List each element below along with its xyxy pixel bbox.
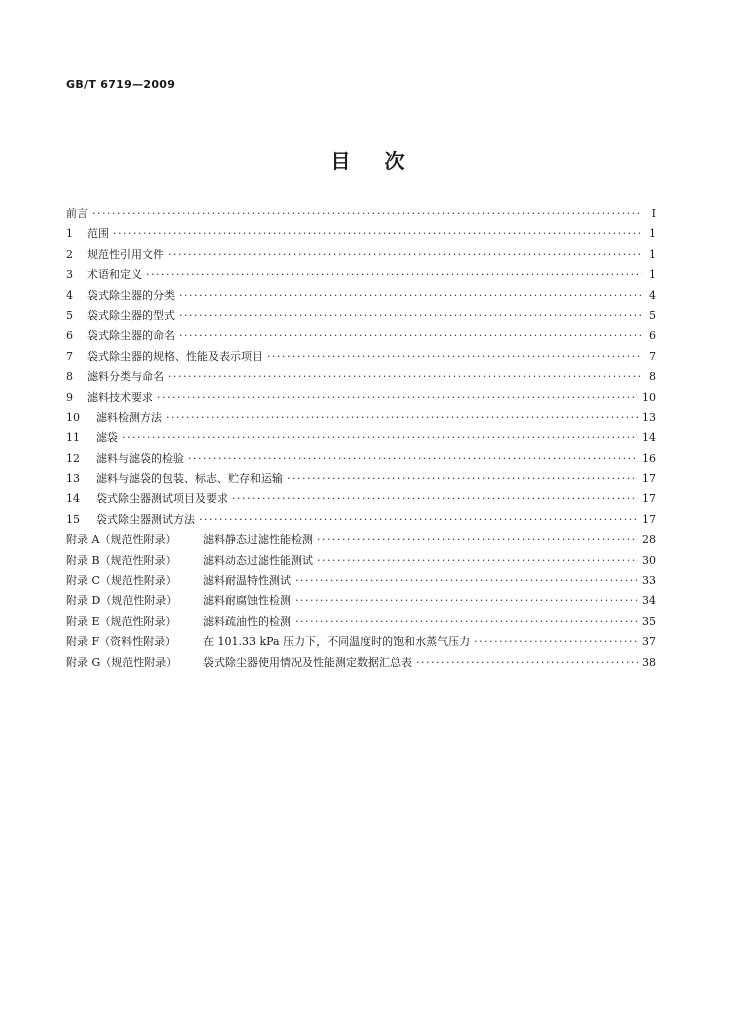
annex-title: 滤料动态过滤性能测试: [203, 553, 313, 567]
toc-entry-text: 袋式除尘器的规格、性能及表示项目: [87, 349, 263, 363]
toc-entry-number: 10: [66, 410, 80, 424]
toc-annex-entry[interactable]: [66, 572, 656, 592]
toc-entry-page: 1: [649, 247, 656, 261]
toc-entry-number: 15: [66, 512, 80, 526]
toc-leader-dots: [113, 227, 642, 240]
toc-entry-text: 袋式除尘器的分类: [87, 288, 175, 302]
table-of-contents: [66, 205, 656, 674]
toc-entry-page: 17: [642, 472, 656, 486]
toc-entry-page: I: [651, 207, 656, 220]
page-title: 目次: [330, 149, 439, 173]
toc-entry-preface[interactable]: [66, 205, 656, 225]
toc-entry-page: 1: [649, 268, 656, 282]
annex-tag: 附录 A（规范性附录）: [66, 533, 177, 547]
toc-entry[interactable]: [66, 266, 656, 286]
toc-leader-dots: [179, 309, 642, 322]
annex-title: 袋式除尘器使用情况及性能测定数据汇总表: [203, 655, 412, 669]
toc-entry-text: 袋式除尘器的型式: [87, 308, 175, 322]
annex-page: 35: [642, 614, 656, 628]
annex-tag: 附录 G（规范性附录）: [66, 655, 178, 669]
toc-entry-number: 2: [66, 247, 73, 261]
toc-entry-text: 滤料检测方法: [96, 410, 162, 424]
toc-leader-dots: [317, 554, 638, 567]
toc-entry-page: 17: [642, 492, 656, 506]
toc-entry-number: 7: [66, 349, 73, 363]
toc-entry[interactable]: [66, 409, 656, 429]
toc-entry[interactable]: [66, 246, 656, 266]
annex-page: 34: [642, 594, 656, 608]
toc-leader-dots: [179, 329, 642, 342]
toc-leader-dots: [295, 574, 638, 587]
toc-entry[interactable]: [66, 389, 656, 409]
toc-entry-number: 5: [66, 308, 73, 322]
toc-annex-entry[interactable]: [66, 552, 656, 572]
toc-annex-entry[interactable]: [66, 654, 656, 674]
toc-entry-page: 14: [642, 431, 656, 445]
annex-title: 在 101.33 kPa 压力下，不同温度时的饱和水蒸气压力: [203, 635, 471, 649]
toc-leader-dots: [474, 635, 638, 648]
toc-entry-number: 4: [66, 288, 73, 302]
toc-entry-page: 16: [642, 451, 656, 465]
toc-annex-entry[interactable]: [66, 633, 656, 653]
toc-entry-page: 17: [642, 512, 656, 526]
annex-tag: 附录 D（规范性附录）: [66, 594, 178, 608]
toc-entry[interactable]: [66, 327, 656, 347]
toc-leader-dots: [295, 615, 638, 628]
toc-entry-text: 滤料与滤袋的包装、标志、贮存和运输: [96, 472, 283, 486]
toc-annex-entry[interactable]: [66, 592, 656, 612]
toc-entry-number: 11: [66, 431, 80, 445]
toc-entry-text: 滤料分类与命名: [87, 370, 164, 384]
toc-entry-text: 袋式除尘器测试方法: [96, 512, 195, 526]
toc-leader-dots: [295, 594, 638, 607]
toc-entry-page: 5: [649, 308, 656, 322]
toc-leader-dots: [199, 513, 638, 526]
toc-entry-page: 6: [649, 329, 656, 343]
toc-leader-dots: [166, 411, 638, 424]
toc-entry-number: 6: [66, 329, 73, 343]
annex-page: 38: [642, 655, 656, 669]
toc-entry[interactable]: [66, 225, 656, 245]
toc-entry-page: 13: [642, 410, 656, 424]
annex-tag: 附录 F（资料性附录）: [66, 635, 177, 649]
toc-annex-entry[interactable]: [66, 531, 656, 551]
toc-entry-page: 4: [649, 288, 656, 302]
toc-annex-entry[interactable]: [66, 613, 656, 633]
toc-entry-page: 10: [642, 390, 656, 404]
toc-entry-number: 8: [66, 370, 73, 384]
toc-entry[interactable]: [66, 429, 656, 449]
document-code: GB/T 6719—2009: [66, 78, 176, 91]
toc-leader-dots: [122, 431, 638, 444]
toc-entry-number: 3: [66, 268, 73, 282]
toc-entry-page: 1: [649, 227, 656, 241]
toc-leader-dots: [157, 391, 638, 404]
toc-leader-dots: [188, 452, 638, 465]
annex-page: 37: [642, 635, 656, 649]
annex-title: 滤料耐腐蚀性检测: [203, 594, 291, 608]
annex-page: 33: [642, 574, 656, 588]
annex-tag: 附录 B（规范性附录）: [66, 553, 177, 567]
toc-entry[interactable]: [66, 450, 656, 470]
toc-entry-text: 规范性引用文件: [87, 247, 164, 261]
annex-title: 滤料疏油性的检测: [203, 614, 291, 628]
toc-leader-dots: [168, 370, 642, 383]
toc-entry-number: 9: [66, 390, 73, 404]
toc-leader-dots: [146, 268, 642, 281]
toc-entry[interactable]: [66, 307, 656, 327]
toc-entry-text: 范围: [87, 227, 109, 241]
toc-entry-text: 滤料技术要求: [87, 390, 153, 404]
annex-tag: 附录 C（规范性附录）: [66, 574, 177, 588]
toc-entry-text: 滤料与滤袋的检验: [96, 451, 184, 465]
toc-entry[interactable]: [66, 490, 656, 510]
annex-title: 滤料耐温特性测试: [203, 574, 291, 588]
toc-entry-text: 术语和定义: [87, 268, 142, 282]
annex-page: 28: [642, 533, 656, 547]
toc-entry-number: 1: [66, 227, 73, 241]
toc-leader-dots: [92, 207, 642, 220]
annex-page: 30: [642, 553, 656, 567]
annex-tag: 附录 E（规范性附录）: [66, 614, 177, 628]
toc-entry[interactable]: [66, 511, 656, 531]
toc-entry-page: 7: [649, 349, 656, 363]
toc-entry[interactable]: [66, 287, 656, 307]
toc-leader-dots: [232, 492, 638, 505]
toc-entry-number: 12: [66, 451, 80, 465]
toc-entry-number: 13: [66, 472, 80, 486]
toc-entry-page: 8: [649, 370, 656, 384]
toc-entry-text: 袋式除尘器的命名: [87, 329, 175, 343]
toc-entry-number: 14: [66, 492, 80, 506]
toc-leader-dots: [179, 289, 642, 302]
toc-entry-text: 袋式除尘器测试项目及要求: [96, 492, 228, 506]
toc-leader-dots: [168, 248, 642, 261]
toc-entry[interactable]: [66, 368, 656, 388]
toc-entry-text: 滤袋: [96, 431, 118, 445]
toc-entry[interactable]: [66, 348, 656, 368]
toc-leader-dots: [267, 350, 642, 363]
toc-leader-dots: [416, 656, 638, 669]
toc-leader-dots: [317, 533, 638, 546]
toc-entry[interactable]: [66, 470, 656, 490]
toc-leader-dots: [287, 472, 638, 485]
annex-title: 滤料静态过滤性能检测: [203, 533, 313, 547]
toc-entry-text: 前言: [66, 207, 88, 220]
